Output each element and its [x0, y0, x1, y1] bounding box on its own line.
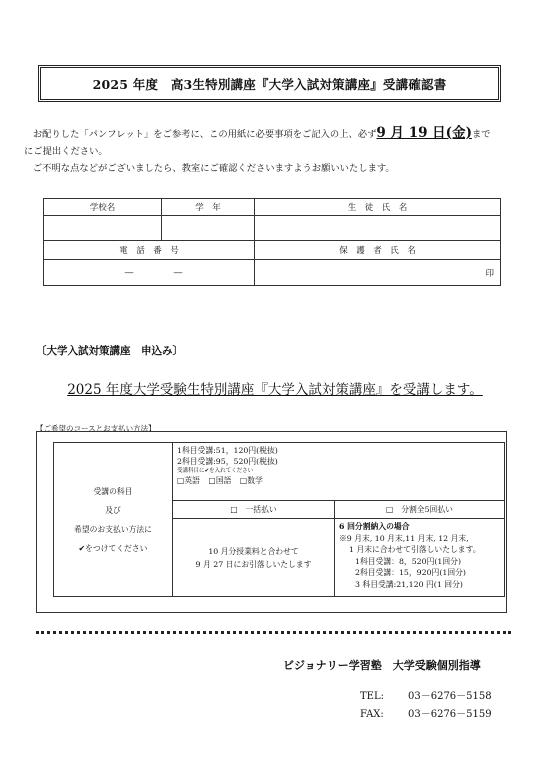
student-name-label: 生 徒 氏 名 — [255, 199, 501, 216]
installment-detail — [335, 519, 505, 597]
lump-sum-detail — [173, 519, 335, 597]
installment-line-4: 2科目受講：15，920円(1回分) — [355, 568, 466, 577]
intro-line1-post: まで — [471, 129, 491, 140]
intro-line1-pre: お配りした「パンフレット」をご参考に、この用紙に必要事項をご記入の上、必ず — [32, 129, 377, 140]
instruction-line-3: 希望のお支払い方法に — [74, 524, 152, 534]
subject-note: 受講科目に✔を入れてください — [177, 468, 254, 474]
deadline: 9 月 19 日(金) — [376, 125, 472, 141]
statement-text: 2025 年度大学受験生特別講座『大学入試対策講座』を受講します。 — [67, 382, 483, 398]
fax-label: FAX: — [360, 709, 384, 720]
intro-line-3 — [24, 160, 529, 177]
title-text: 2025 年度 高3生特別講座『大学入試対策講座』受講確認書 — [92, 76, 447, 92]
grade-field[interactable] — [162, 216, 255, 241]
checkbox-installment[interactable]: □ 分割全5回払い — [335, 501, 505, 519]
fee-two-subjects: 2科目受講:95，520円(税抜) — [177, 457, 278, 466]
installment-line-3: 1科目受講：8，520円(1回分) — [355, 556, 462, 566]
fee-one-subject: 1科目受講:51，120円(税抜) — [177, 446, 278, 455]
school-name-label: 学校名 — [44, 199, 162, 216]
instruction-line-4: ✔をつけてください — [78, 543, 148, 553]
lump-line-1: 10 月分授業料と合わせて — [208, 546, 299, 556]
student-info-table — [43, 198, 501, 286]
phone-label: 電 話 番 号 — [44, 241, 255, 260]
phone-dash-1: ― — [124, 267, 134, 278]
instruction-line-2: 及び — [105, 505, 121, 515]
phone-dash-2: ― — [173, 267, 183, 278]
intro-line3-text: ご不明な点などがございましたら、教室にご確認くださいますようお願いいたします。 — [32, 163, 395, 174]
checkbox-japanese[interactable]: □国語 — [208, 476, 232, 485]
checkbox-math[interactable]: □数学 — [239, 476, 263, 485]
installment-heading: 6 回分割納入の場合 — [339, 522, 410, 531]
checkbox-english[interactable]: □英語 — [177, 476, 200, 485]
grade-label: 学 年 — [162, 199, 255, 216]
installment-line-2: 1 月末に合わせて引落しいたします。 — [349, 545, 481, 554]
course-payment-table — [53, 442, 505, 597]
tel-number: 03－6276－5158 — [408, 691, 492, 702]
fax-line — [360, 705, 492, 720]
tel-line — [360, 687, 492, 702]
subject-checkboxes — [177, 475, 500, 486]
dotted-divider — [36, 631, 511, 634]
intro-text — [24, 125, 529, 177]
seal-mark: 印 — [485, 268, 494, 279]
document-title — [38, 65, 501, 102]
intro-line-1 — [24, 125, 529, 143]
instruction-cell — [54, 443, 173, 597]
school-name: ビジョナリー学習塾 大学受験個別指導 — [283, 659, 481, 672]
guardian-name-label: 保 護 者 氏 名 — [255, 241, 501, 260]
installment-line-5: 3 科目受講:21,120 円(1 回分) — [355, 579, 463, 589]
application-statement — [40, 378, 510, 398]
lump-line-2: 9 月 27 日にお引落しいたします — [195, 559, 312, 569]
phone-field[interactable] — [44, 260, 255, 286]
student-name-field[interactable] — [255, 216, 501, 241]
section-heading: 〔大学入試対策講座 申込み〕 — [36, 345, 183, 357]
instruction-line-1: 受講の科目 — [93, 486, 133, 496]
fax-number: 03－6276－5159 — [408, 709, 492, 720]
guardian-name-field[interactable] — [255, 260, 501, 286]
intro-line-2: にご提出ください。 — [24, 146, 108, 157]
fee-cell — [173, 443, 505, 501]
checkbox-lump-sum[interactable]: □ 一括払い — [173, 501, 335, 519]
installment-line-1: ※9 月末, 10 月末,11 月末, 12 月末, — [339, 533, 469, 543]
tel-label: TEL: — [360, 691, 384, 702]
course-section-label: 【ご希望のコースとお支払い方法】 — [36, 424, 156, 433]
school-name-field[interactable] — [44, 216, 162, 241]
